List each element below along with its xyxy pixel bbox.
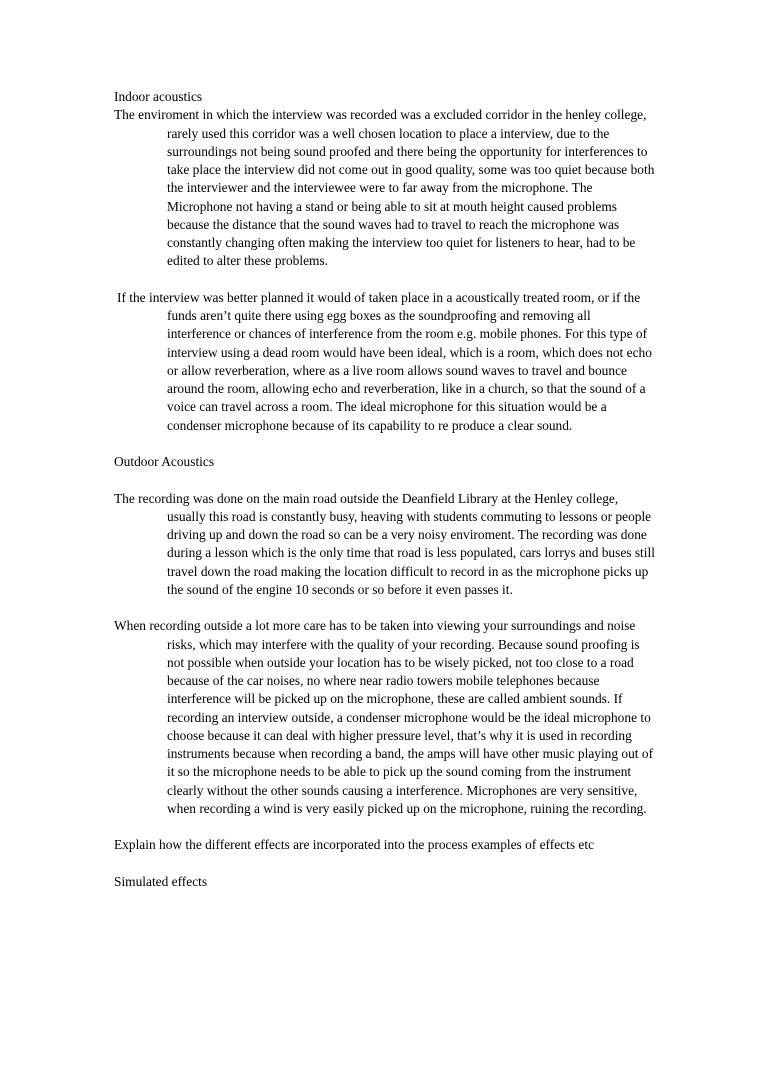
paragraph-spacer: [114, 435, 656, 453]
heading-simulated-effects: Simulated effects: [114, 873, 208, 889]
paragraph-spacer: [114, 471, 656, 489]
heading-outdoor-acoustics: Outdoor Acoustics: [114, 454, 215, 469]
paragraph-outdoor-acoustics-2: When recording outside a lot more care has to be taken into viewing your surroundings and noise risks, which may interfere with the quality of your recording. Because sound proofing is not possible when outside your location has to be wisely picked, not too close to a road because of the car noises, no where near radio towers mobile telephones because interference will be picked up on the microphone, these are called ambient sounds. If recording an interview outside, a condenser microphone would be the ideal microphone to choose because it can deal with higher pressure level, that’s why it is used in recording instruments because when recording a band, the amps will have other music playing out of it so the microphone needs to be able to pick up the sound coming from the instrument clearly without the other sounds causing a interference. Microphones are very sensitive, when recording a wind is very easily picked up on the microphone, ruining the recording.: [114, 618, 654, 816]
paragraph-spacer: [114, 271, 656, 289]
paragraph-indoor-acoustics-1: The enviroment in which the interview was recorded was a excluded corridor in the henley college, rarely used this corridor was a well chosen location to place a interview, due to the surroundings not being sound proofed and there being the opportunity for interferences to take place the interview did not come out in good quality, some was too quiet because both the interviewer and the interviewee were to far away from the microphone. The Microphone not having a stand or being able to sit at mouth height caused problems because the distance that the sound waves had to travel to reach the microphone was constantly changing often making the interview too quiet for listeners to hear, had to be edited to alter these problems.: [114, 107, 655, 269]
paragraph-spacer: [114, 818, 656, 836]
paragraph-indoor-acoustics-2: If the interview was better planned it would of taken place in a acoustically treated room, or if the funds aren’t quite there using egg boxes as the soundproofing and removing all interference or chances of interference from the room e.g. mobile phones. For this type of interview using a dead room would have been ideal, which is a room, which does not echo or allow reverberation, where as a live room allows sound waves to travel and bounce around the room, allowing echo and reverberation, like in a church, so that the sound of a voice can travel across a room. The ideal microphone for this situation would be a condenser microphone because of its capability to re produce a clear sound.: [117, 289, 652, 433]
paragraph-effects-prompt: Explain how the different effects are incorporated into the process examples of effects etc: [114, 837, 595, 853]
paragraph-spacer: [114, 599, 656, 617]
heading-indoor-acoustics: Indoor acoustics: [114, 89, 203, 104]
document-text-column: [114, 88, 656, 891]
paragraph-spacer: [114, 855, 656, 873]
paragraph-outdoor-acoustics-1: The recording was done on the main road outside the Deanfield Library at the Henley college, usually this road is constantly busy, heaving with students commuting to lessons or people driving up and down the road so can be a very noisy enviroment. The recording was done during a lesson which is the only time that road is less populated, cars lorrys and buses still travel down the road making the location difficult to record in as the microphone picks up the sound of the engine 10 seconds or so before it even passes it.: [114, 490, 655, 597]
